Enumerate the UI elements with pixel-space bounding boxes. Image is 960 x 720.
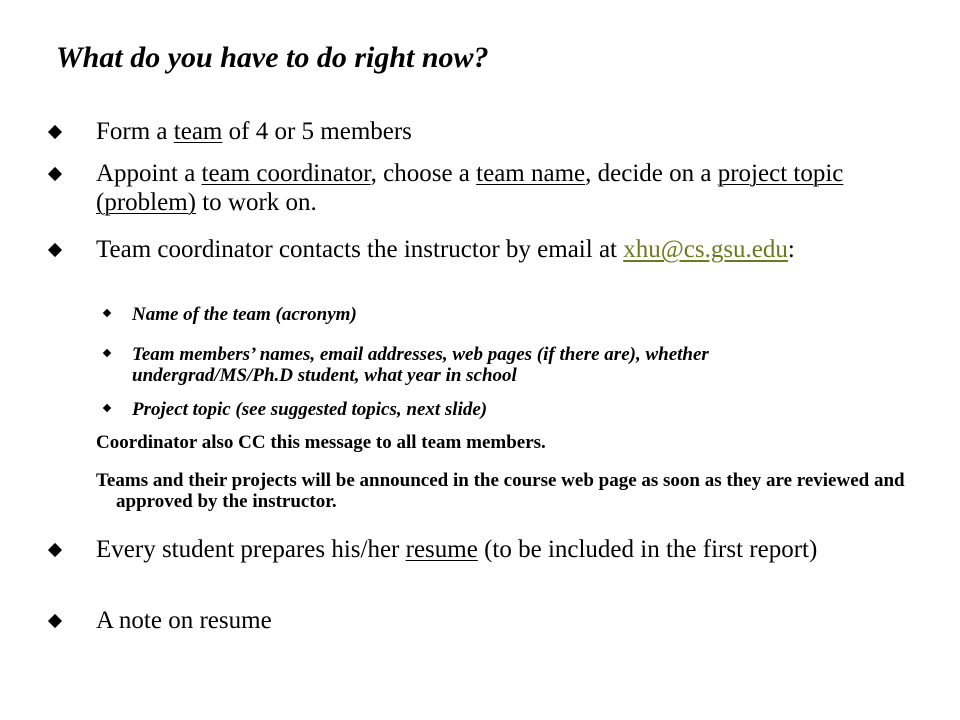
bullet-text: , choose a	[370, 160, 477, 187]
bullet-text: Appoint a	[96, 160, 202, 187]
underlined-term: resume	[405, 536, 478, 563]
bullet-text: :	[787, 236, 795, 263]
bullet-note-on-resume	[96, 606, 896, 635]
diamond-bullet-icon	[48, 243, 62, 257]
small-diamond-bullet-icon	[103, 309, 111, 317]
diamond-bullet-icon	[48, 614, 62, 628]
instructor-email-link[interactable]: xhu@cs.gsu.edu	[623, 236, 788, 263]
bullet-text: Every student prepares his/her	[96, 536, 406, 563]
note-teams-announced: Teams and their projects will be announced in the course web page as soon as they are reviewed and approved by the instructor.	[96, 470, 905, 512]
small-diamond-bullet-icon	[103, 349, 111, 357]
diamond-bullet-icon	[48, 543, 62, 557]
sub-bullet-team-members	[132, 344, 872, 386]
sub-bullet-project-topic	[132, 399, 872, 420]
diamond-bullet-icon	[48, 167, 62, 181]
sub-bullet-text: Team members’ names, email addresses, web pages (if there are), whether undergrad/MS/Ph.D student, what year in school	[132, 344, 709, 386]
bullet-text: of 4 or 5 members	[222, 118, 412, 145]
small-diamond-bullet-icon	[103, 404, 111, 412]
underlined-term: team name	[476, 160, 586, 187]
bullet-contact-instructor	[96, 235, 896, 264]
bullet-text: to work on.	[195, 189, 317, 216]
bullet-text: A note on resume	[96, 607, 272, 634]
underlined-term: project topic (problem)	[96, 160, 844, 216]
bullet-form-team	[96, 117, 896, 146]
bullet-text: (to be included in the first report)	[477, 536, 818, 563]
underlined-term: team	[173, 118, 223, 145]
sub-bullet-team-name	[132, 304, 872, 325]
diamond-bullet-icon	[48, 125, 62, 139]
bullet-text: Team coordinator contacts the instructor by email at	[96, 236, 624, 263]
sub-bullet-text: Project topic (see suggested topics, next slide)	[132, 399, 488, 420]
note-cc-members: Coordinator also CC this message to all team members.	[96, 432, 546, 453]
bullet-text: Form a	[96, 118, 174, 145]
bullet-resume	[96, 535, 896, 564]
underlined-term: team coordinator	[201, 160, 371, 187]
sub-bullet-text: Name of the team (acronym)	[132, 304, 357, 325]
slide-title: What do you have to do right now?	[56, 41, 489, 74]
bullet-appoint-coordinator	[96, 159, 896, 217]
bullet-text: , decide on a	[585, 160, 718, 187]
